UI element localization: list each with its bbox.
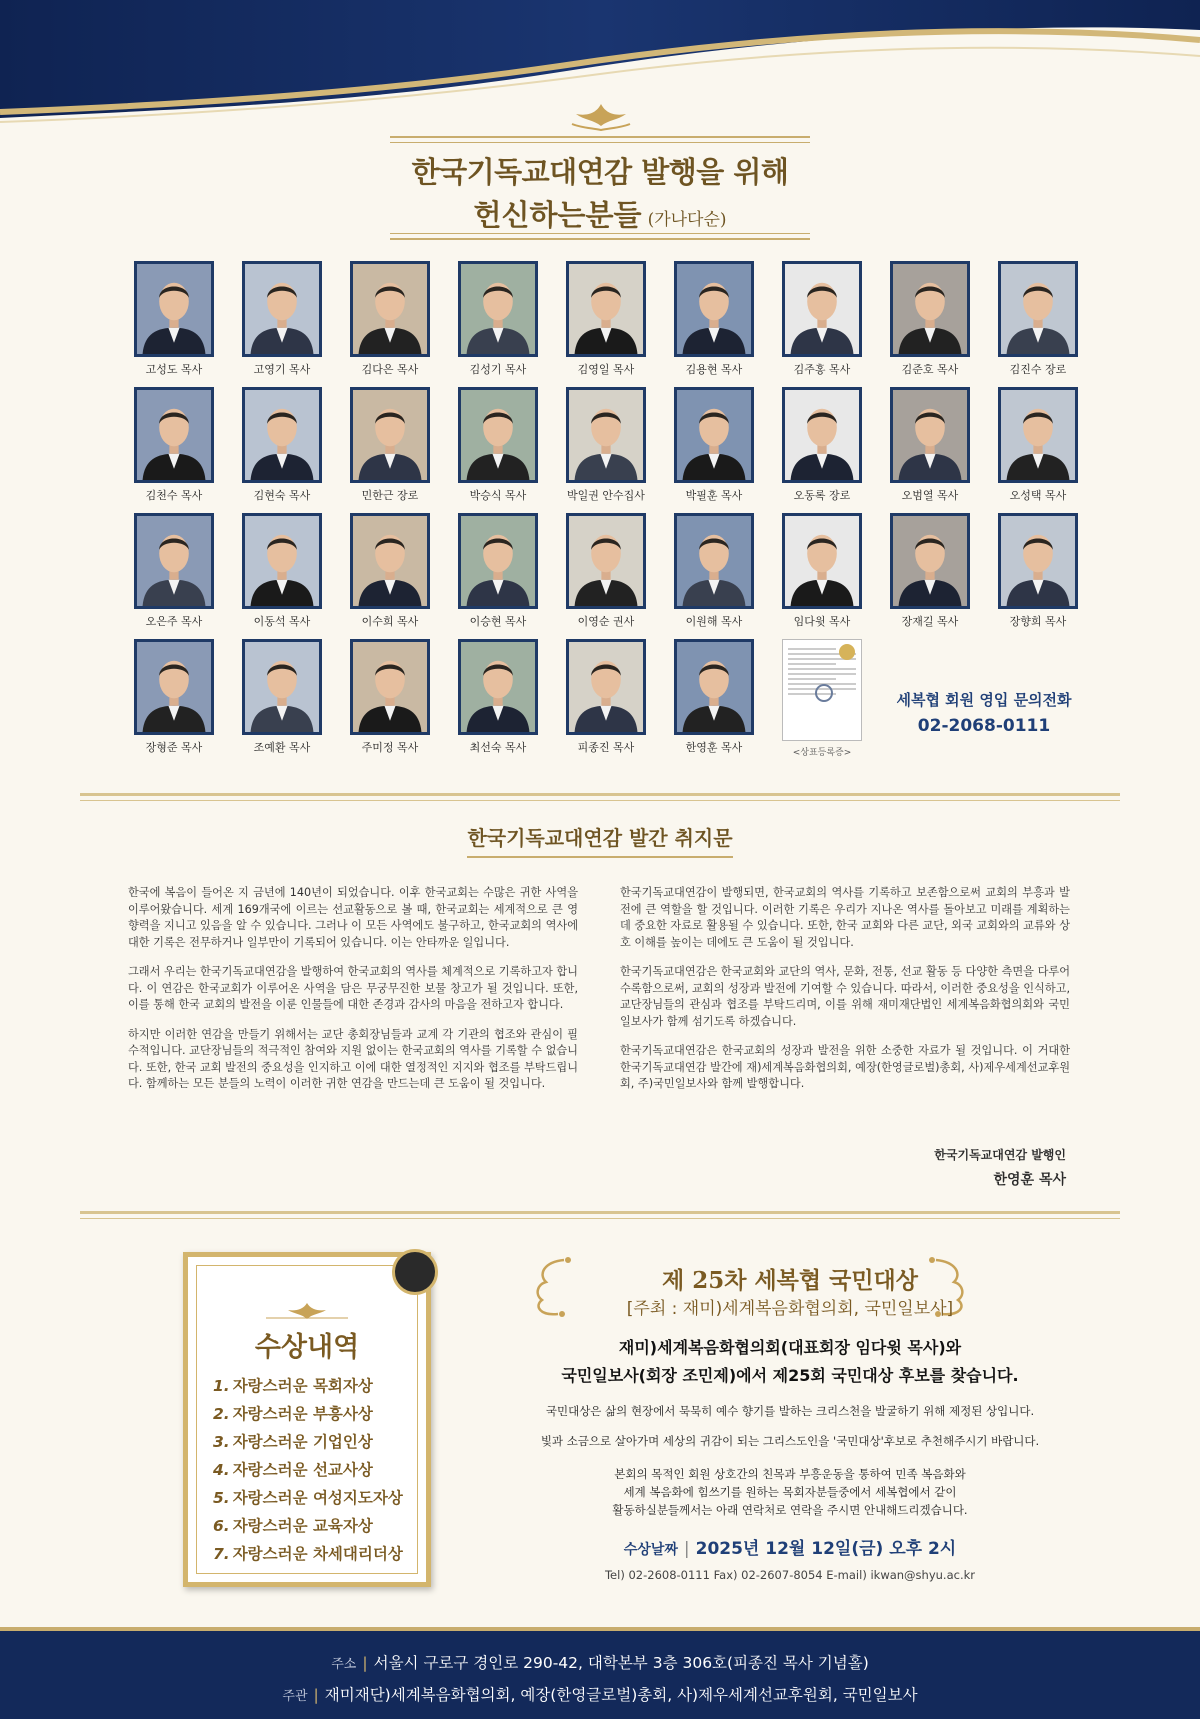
person-card	[552, 387, 660, 503]
footer-address: 주소 | 서울시 구로구 경인로 290-42, 대학본부 3층 306호(피종진 목사 기념홀)	[331, 1654, 869, 1672]
person-name: 오성택 목사	[1009, 489, 1067, 502]
person-card	[120, 513, 228, 629]
national-award-host: [주최 : 재미)세계복음화협의회, 국민일보사]	[626, 1299, 954, 1319]
purpose-paragraph: 한국기독교대연감이 발행되면, 한국교회의 역사를 기록하고 보존함으로써 교회의 부흥과 발전에 큰 역할을 할 것입니다. 이러한 기록은 우리가 지나온 역사를 돌아보고 미래를 계획하는 데 중요한 자료로 활용될 수 있습니다. 또한, 한국 교회와 다른 교단, 외국 교회와의 교류와 상호 이해를 높이는 데에도 큰 도움이 될 것입니다.	[620, 886, 1070, 949]
person-card	[120, 387, 228, 503]
person-name: 오동록 장로	[793, 489, 851, 502]
person-name: 최선숙 목사	[469, 741, 527, 754]
person-name: 민한근 장로	[361, 489, 419, 502]
portrait-photo	[674, 261, 754, 357]
membership-inquiry	[876, 639, 1092, 758]
portrait-photo	[350, 513, 430, 609]
section-divider	[80, 793, 1120, 801]
portrait-photo	[566, 639, 646, 735]
title-line-2	[390, 193, 810, 234]
host-value: 재미재단)세계복음화협의회, 예장(한영글로벌)총회, 사)제우세계선교후원회, 국민일보사	[324, 1686, 918, 1704]
publisher-signature	[934, 1146, 1066, 1189]
purpose-paragraph: 한국기독교대연감은 한국교회의 성장과 발전을 위한 소중한 자료가 될 것입니다. 이 거대한 한국기독교대연감 발간에 재)세계복음화협의회, 예장(한영글로벌)총회, 사)제우세계선교후원회, 주)국민일보사와 함께 발행합니다.	[620, 1044, 1070, 1090]
award-number: 2.	[213, 1405, 230, 1423]
person-name: 이원해 목사	[685, 615, 743, 628]
portrait-photo	[998, 513, 1078, 609]
person-name: 장형준 목사	[145, 741, 203, 754]
award-number: 6.	[213, 1517, 230, 1535]
person-name: 김현숙 목사	[253, 489, 311, 502]
purpose-paragraph: 한국에 복음이 들어온 지 금년에 140년이 되었습니다. 이후 한국교회는 수많은 귀한 사역을 이루어왔습니다. 세계 169개국에 이르는 선교활동으로 볼 때, 한국교회는 세계적으로 큰 영향력을 지니고 있음을 알 수 있습니다. 그러나 이 모든 사역에도 불구하고, 한국교회의 역사에 대한 기록은 전무하거나 일부만이 기록되어 있습니다. 이는 안타까운 일입니다.	[128, 886, 578, 949]
person-card	[444, 261, 552, 377]
inquiry-label: 세복협 회원 영입 문의전화	[896, 691, 1072, 709]
national-award-title: 제 25차 세복협 국민대상	[662, 1267, 918, 1294]
portrait-photo	[566, 261, 646, 357]
person-name: 김다은 목사	[361, 363, 419, 376]
certificate-card	[768, 639, 876, 758]
person-name: 고성도 목사	[145, 363, 203, 376]
headline-line-1: 재미)세계복음화협의회(대표회장 임다윗 목사)와	[618, 1338, 962, 1357]
person-card	[984, 261, 1092, 377]
portrait-photo	[242, 639, 322, 735]
person-card	[228, 261, 336, 377]
national-award-headline	[470, 1334, 1110, 1390]
person-name: 김용현 목사	[685, 363, 743, 376]
award-date-value: 2025년 12월 12일(금) 오후 2시	[695, 1539, 957, 1559]
portrait-photo	[458, 261, 538, 357]
person-name: 장재길 목사	[901, 615, 959, 628]
signature-org: 한국기독교대연감 발행인	[934, 1148, 1066, 1162]
person-name: 박일권 안수집사	[567, 489, 645, 502]
purpose-left-column	[128, 885, 578, 1106]
title-sub: (가나다순)	[647, 210, 727, 230]
portrait-photo	[890, 261, 970, 357]
address-value: 서울시 구로구 경인로 290-42, 대학본부 3층 306호(피종진 목사 기념홀)	[373, 1654, 869, 1672]
award-item	[213, 1430, 403, 1458]
person-card	[768, 387, 876, 503]
person-card	[228, 639, 336, 758]
address-label: 주소	[331, 1657, 357, 1672]
person-card	[336, 639, 444, 758]
person-card	[336, 261, 444, 377]
portrait-photo	[566, 513, 646, 609]
portrait-photo	[350, 261, 430, 357]
person-name: 이동석 목사	[253, 615, 311, 628]
award-item	[213, 1374, 403, 1402]
person-card	[336, 513, 444, 629]
portrait-photo	[998, 261, 1078, 357]
person-card	[984, 387, 1092, 503]
purpose-title-text: 한국기독교대연감 발간 취지문	[467, 826, 732, 858]
purpose-paragraph: 한국기독교대연감은 한국교회와 교단의 역사, 문화, 전통, 선교 활동 등 다양한 측면을 다루어 수록함으로써, 교회의 성장과 발전에 기여할 수 있습니다. 따라서, 이러한 중요성을 인식하고, 교단장님들의 관심과 협조를 부탁드리며, 이를 위해 재미재단법인 세계복음화협의회와 국민일보사가 함께 섬기도록 하겠습니다.	[620, 965, 1070, 1028]
certificate-caption: <상표등록증>	[792, 748, 852, 758]
purpose-paragraph: 그래서 우리는 한국기독교대연감을 발행하여 한국교회의 역사를 체계적으로 기록하고자 합니다. 이 연감은 한국교회가 이루어온 사역을 담은 무궁무진한 보물 창고가 될 것입니다. 또한, 이를 통해 한국 교회의 발전을 이룬 인물들에 대한 존경과 감사의 마음을 전하고자 합니다.	[128, 965, 578, 1011]
national-award-paragraph: 빛과 소금으로 살아가며 세상의 귀감이 되는 그리스도인을 '국민대상'후보로 추천해주시기 바랍니다.	[540, 1434, 1040, 1448]
portrait-photo	[674, 387, 754, 483]
footer-host: 주관 | 재미재단)세계복음화협의회, 예장(한영글로벌)총회, 사)제우세계선교후원회, 국민일보사	[282, 1686, 918, 1704]
person-name: 박승식 목사	[469, 489, 527, 502]
person-name: 김영일 목사	[577, 363, 635, 376]
award-item	[213, 1402, 403, 1430]
national-award-paragraph: 국민대상은 삶의 현장에서 묵묵히 예수 향기를 발하는 크리스천을 발굴하기 위해 제정된 상입니다.	[545, 1404, 1035, 1418]
person-card	[660, 513, 768, 629]
inquiry-phone[interactable]: 02-2068-0111	[917, 716, 1051, 736]
portrait-photo	[134, 387, 214, 483]
awards-ornament-icon	[262, 1301, 352, 1321]
person-name: 김성기 목사	[469, 363, 527, 376]
portrait-photo	[242, 387, 322, 483]
person-card	[660, 387, 768, 503]
portrait-photo	[134, 639, 214, 735]
person-card	[552, 639, 660, 758]
page-title	[390, 136, 810, 240]
portrait-photo	[458, 639, 538, 735]
portrait-photo	[242, 513, 322, 609]
award-item	[213, 1486, 403, 1514]
award-number: 3.	[213, 1433, 230, 1451]
contact-info: Tel) 02-2608-0111 Fax) 02-2607-8054 E-mail) ikwan@shyu.ac.kr	[604, 1568, 976, 1582]
portrait-photo	[782, 261, 862, 357]
title-main: 헌신하는분들	[473, 198, 642, 232]
person-name: 이승현 목사	[469, 615, 527, 628]
person-name: 김주홍 목사	[793, 363, 851, 376]
portrait-photo	[782, 387, 862, 483]
purpose-right-column	[620, 885, 1070, 1106]
section-divider	[80, 1211, 1120, 1219]
person-name: 김진수 장로	[1009, 363, 1067, 376]
award-number: 5.	[213, 1489, 230, 1507]
person-card	[660, 261, 768, 377]
portrait-photo	[890, 387, 970, 483]
person-card	[876, 387, 984, 503]
purpose-paragraph: 하지만 이러한 연감을 만들기 위해서는 교단 총회장님들과 교계 각 기관의 협조와 관심이 필수적입니다. 교단장님들의 적극적인 참여와 지원 없이는 한국교회의 역사를 기록할 수 없습니다. 또한, 한국 교회 발전의 중요성을 인지하고 이에 대한 열정적인 지지와 협조를 부탁드립니다. 함께하는 모든 분들의 노력이 이러한 귀한 연감을 만드는데 큰 도움이 될 것입니다.	[128, 1027, 578, 1090]
award-label: 자랑스러운 기업인상	[232, 1433, 373, 1451]
person-name: 고영기 목사	[253, 363, 311, 376]
person-card	[444, 639, 552, 758]
title-line-1: 한국기독교대연감 발행을 위해	[411, 155, 789, 189]
person-name: 오범열 목사	[901, 489, 959, 502]
award-date: 수상날짜 | 2025년 12월 12일(금) 오후 2시	[623, 1539, 957, 1559]
person-card	[444, 387, 552, 503]
portrait-photo	[998, 387, 1078, 483]
footer	[0, 1627, 1200, 1719]
person-card	[228, 387, 336, 503]
award-label: 자랑스러운 교육자상	[232, 1517, 373, 1535]
award-item	[213, 1458, 403, 1486]
portrait-photo	[890, 513, 970, 609]
award-date-label: 수상날짜	[623, 1542, 678, 1558]
awards-title: 수상내역	[254, 1332, 360, 1363]
portrait-photo	[674, 513, 754, 609]
headline-line-2: 국민일보사(회장 조민제)에서 제25회 국민대상 후보를 찾습니다.	[561, 1366, 1019, 1385]
person-card	[552, 261, 660, 377]
portrait-photo	[350, 639, 430, 735]
portrait-photo	[134, 513, 214, 609]
national-award-paragraph	[470, 1465, 1110, 1519]
portrait-photo	[566, 387, 646, 483]
portrait-photo	[458, 513, 538, 609]
award-label: 자랑스러운 여성지도자상	[232, 1489, 403, 1507]
paragraph-line: 세계 복음화에 힘쓰기를 원하는 목회자분들중에서 세복협에서 같이	[623, 1485, 957, 1499]
host-label: 주관	[282, 1689, 308, 1704]
award-number: 4.	[213, 1461, 230, 1479]
person-name: 주미정 목사	[361, 741, 419, 754]
award-number: 1.	[213, 1377, 230, 1395]
trademark-certificate-image	[782, 639, 862, 741]
person-card	[120, 639, 228, 758]
medal-icon	[392, 1249, 438, 1295]
person-name: 김준호 목사	[901, 363, 959, 376]
purpose-title	[0, 822, 1200, 851]
award-item	[213, 1542, 403, 1570]
person-card	[336, 387, 444, 503]
person-name: 오은주 목사	[145, 615, 203, 628]
portrait-photo	[458, 387, 538, 483]
portrait-photo	[674, 639, 754, 735]
person-name: 박필훈 목사	[685, 489, 743, 502]
award-label: 자랑스러운 부흥사상	[232, 1405, 373, 1423]
person-card	[876, 513, 984, 629]
person-card	[660, 639, 768, 758]
person-name: 한영훈 목사	[685, 741, 743, 754]
paragraph-line: 본회의 목적인 회원 상호간의 친목과 부흥운동을 통하여 민족 복음화와	[614, 1467, 966, 1481]
portrait-photo	[782, 513, 862, 609]
person-card	[228, 513, 336, 629]
person-card	[876, 261, 984, 377]
awards-box	[183, 1252, 431, 1587]
person-name: 이영순 권사	[577, 615, 635, 628]
award-label: 자랑스러운 차세대리더상	[232, 1545, 403, 1563]
award-number: 7.	[213, 1545, 230, 1563]
title-ornament-icon	[568, 100, 634, 132]
person-card	[984, 513, 1092, 629]
person-card	[552, 513, 660, 629]
portrait-photo	[242, 261, 322, 357]
portrait-grid	[120, 261, 1080, 758]
person-name: 김천수 목사	[145, 489, 203, 502]
person-name: 조예환 목사	[253, 741, 311, 754]
paragraph-line: 활동하실분들께서는 아래 연락처로 연락을 주시면 안내해드리겠습니다.	[612, 1503, 968, 1517]
signature-name: 한영훈 목사	[993, 1172, 1066, 1188]
person-name: 장향희 목사	[1009, 615, 1067, 628]
portrait-photo	[350, 387, 430, 483]
person-name: 피종진 목사	[577, 741, 635, 754]
person-card	[768, 261, 876, 377]
person-name: 임다윗 목사	[793, 615, 851, 628]
person-name: 이수희 목사	[361, 615, 419, 628]
person-card	[120, 261, 228, 377]
person-card	[768, 513, 876, 629]
award-label: 자랑스러운 목회자상	[232, 1377, 373, 1395]
award-label: 자랑스러운 선교사상	[232, 1461, 373, 1479]
portrait-photo	[134, 261, 214, 357]
award-item	[213, 1514, 403, 1542]
person-card	[444, 513, 552, 629]
awards-list	[213, 1374, 403, 1570]
